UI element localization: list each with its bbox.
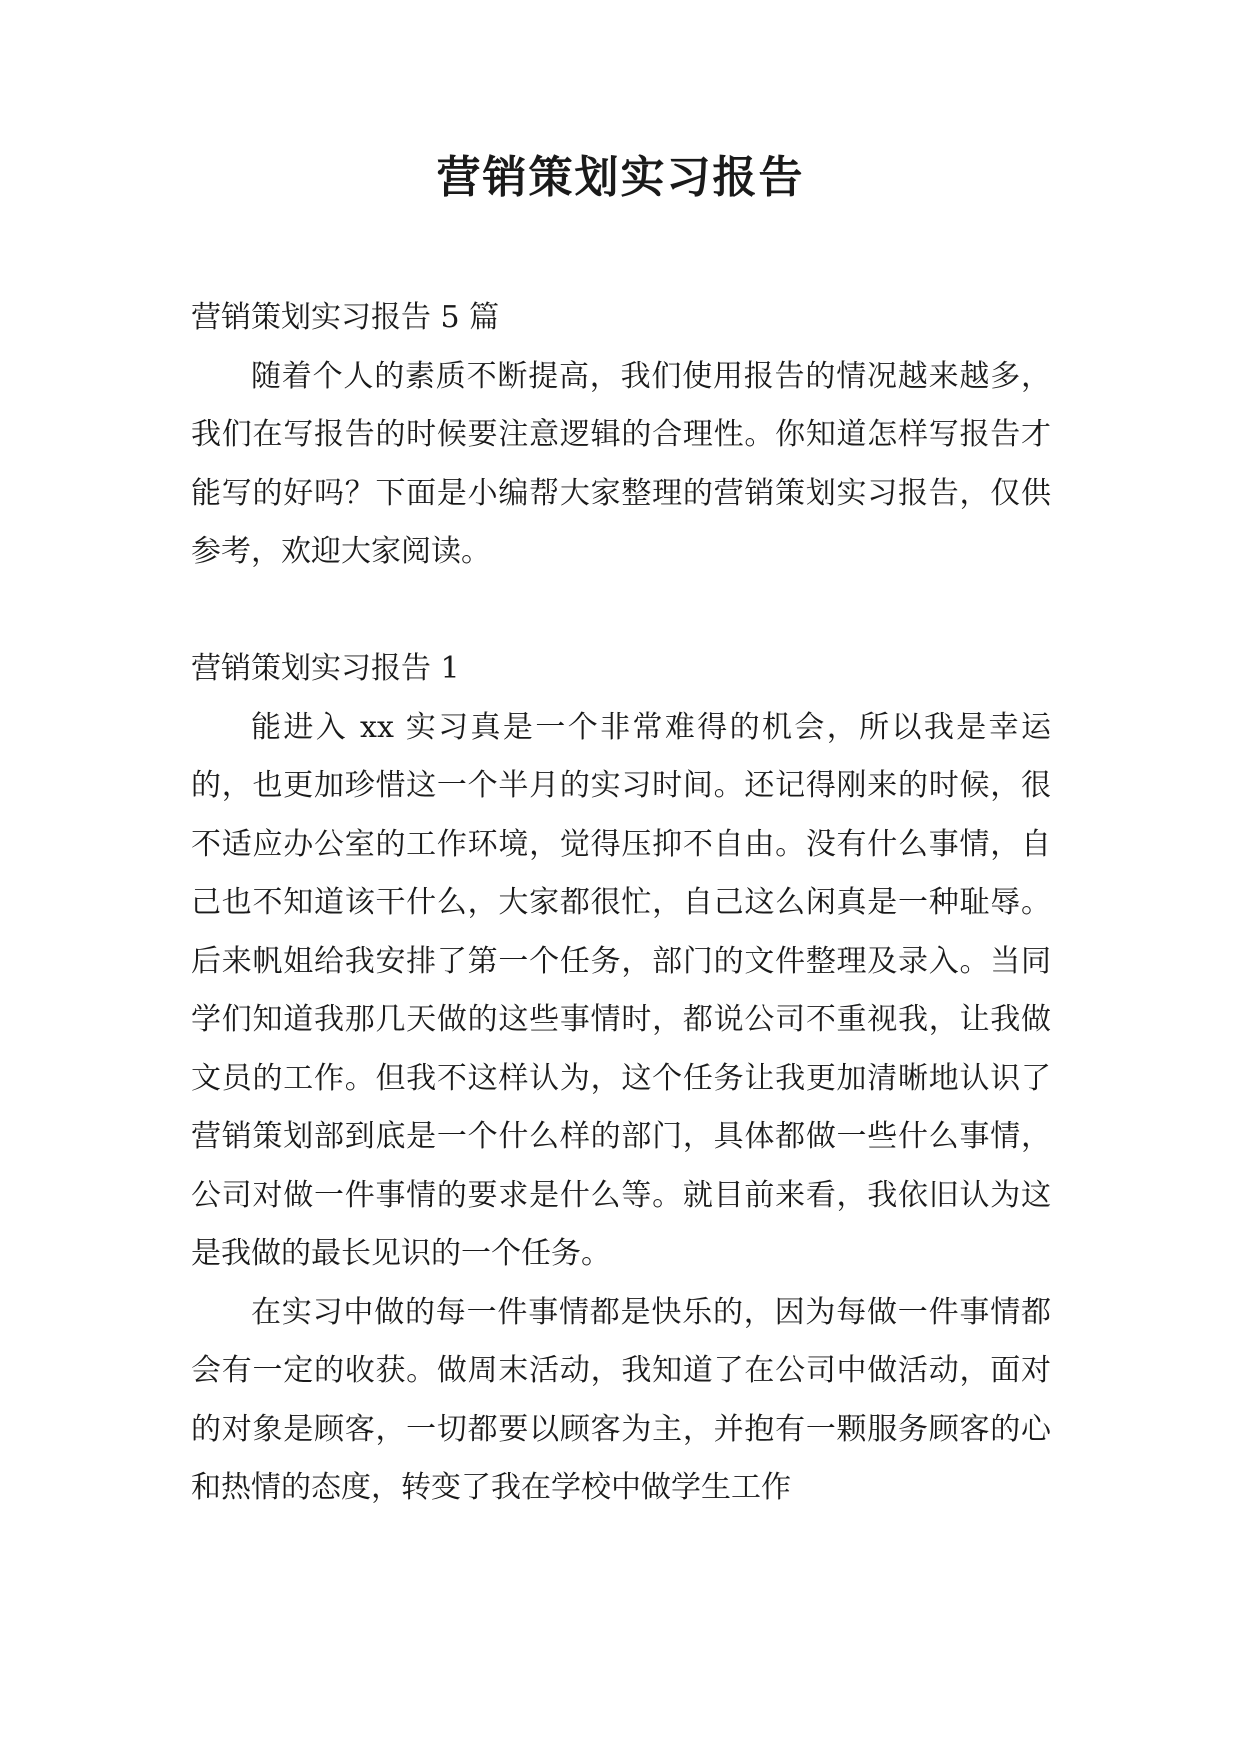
paragraph-spacer bbox=[191, 582, 1051, 641]
section1-paragraph-1: 能进入 xx 实习真是一个非常难得的机会，所以我是幸运的，也更加珍惜这一个半月的实习时间。还记得刚来的时候，很不适应办公室的工作环境，觉得压抑不自由。没有什么事情，自己也不知道该干什么，大家都很忙，自己这么闲真是一种耻辱。后来帆姐给我安排了第一个任务，部门的文件整理及录入。当同学们知道我那几天做的这些事情时，都说公司不重视我，让我做文员的工作。但我不这样认为，这个任务让我更加清晰地认识了营销策划部到底是一个什么样的部门，具体都做一些什么事情，公司对做一件事情的要求是什么等。就目前来看，我依旧认为这是我做的最长见识的一个任务。 bbox=[191, 709, 1051, 1271]
document-title: 营销策划实习报告 bbox=[436, 152, 805, 203]
intro-paragraph: 随着个人的素质不断提高，我们使用报告的情况越来越多，我们在写报告的时候要注意逻辑的合理性。你知道怎样写报告才能写的好吗？下面是小编帮大家整理的营销策划实习报告，仅供参考，欢迎大家阅读。 bbox=[191, 358, 1051, 569]
intro-heading: 营销策划实习报告 5 篇 bbox=[191, 300, 500, 335]
document-body bbox=[191, 289, 1051, 1518]
section1-heading: 营销策划实习报告 1 bbox=[191, 651, 460, 686]
section1-paragraph-2: 在实习中做的每一件事情都是快乐的，因为每做一件事情都会有一定的收获。做周末活动，我知道了在公司中做活动，面对的对象是顾客，一切都要以顾客为主，并抱有一颗服务顾客的心和热情的态度，转变了我在学校中做学生工作 bbox=[191, 1294, 1051, 1505]
